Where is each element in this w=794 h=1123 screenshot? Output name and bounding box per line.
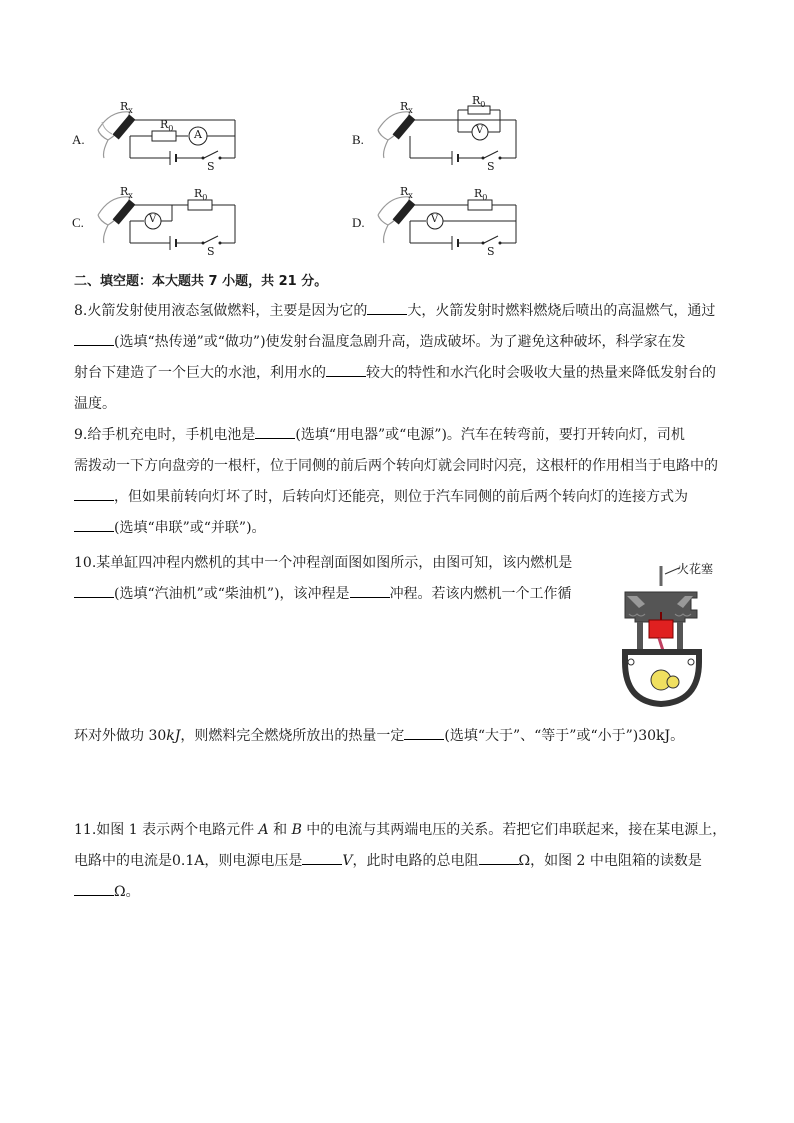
rx-label: $R_x$ (400, 185, 413, 201)
option-d-label: D. (352, 215, 365, 230)
r0-label: $R_0$ (160, 118, 174, 134)
voltmeter-label: V (476, 125, 484, 136)
q9-line-3: ，但如果前转向灯坏了时，后转向灯还能亮，则位于汽车同侧的前后两个转向灯的连接方式为 (74, 486, 688, 506)
q9-line-4: (选填“串联”或“并联”)。 (74, 517, 266, 537)
switch-icon (484, 151, 498, 158)
q10-blank-2[interactable] (350, 583, 390, 598)
option-a[interactable] (70, 100, 250, 173)
rx-label: $R_x$ (120, 185, 133, 201)
q10-line-2: (选填“汽油机”或“柴油机”)，该冲程是 冲程。若该内燃机一个工作循 (74, 583, 572, 603)
voltmeter-label: V (149, 214, 157, 225)
piston-icon (649, 620, 673, 638)
voltmeter-label: V (431, 214, 439, 225)
q9-blank-1[interactable] (255, 424, 295, 439)
option-c-label: C. (72, 215, 84, 230)
ammeter-label: A (194, 128, 202, 141)
q8-blank-2[interactable] (74, 331, 114, 346)
r0-label: $R_0$ (474, 187, 488, 203)
circuit-diagram-c (90, 185, 265, 255)
q11-line-3: Ω。 (74, 881, 140, 901)
q10-blank-1[interactable] (74, 583, 114, 598)
q8-blank-1[interactable] (367, 300, 407, 315)
r0-label: $R_0$ (194, 187, 208, 203)
r0-label: $R_0$ (472, 94, 486, 110)
q10-blank-3[interactable] (404, 725, 444, 740)
switch-icon (484, 236, 498, 243)
section-heading: 二、填空题：本大题共 7 小题，共 21 分。 (74, 274, 328, 289)
q8-line-4: 温度。 (74, 396, 116, 412)
switch-icon (204, 151, 218, 158)
q11-blank-3[interactable] (74, 881, 114, 896)
engine-figure (615, 552, 725, 712)
q9-blank-2[interactable] (74, 486, 114, 501)
sensor-rx (393, 114, 416, 139)
q8-line-1: 8.火箭发射使用液态氢做燃料，主要是因为它的 大，火箭发射时燃料燃烧后喷出的高温燃气，通过 (74, 300, 715, 320)
q11-blank-2[interactable] (479, 850, 519, 865)
q8-line-3: 射台下建造了一个巨大的水池，利用水的 较大的特性和水汽化时会吸收大量的热量来降低发射台的 (74, 362, 716, 382)
switch-label: S (487, 160, 495, 173)
option-c[interactable] (70, 185, 250, 258)
option-d[interactable] (350, 185, 530, 258)
rx-label: $R_x$ (400, 100, 413, 116)
switch-label: S (207, 245, 215, 258)
circuit-diagram-d (370, 185, 545, 255)
option-b-label: B. (352, 132, 364, 147)
q9-line-2: 需拨动一下方向盘旁的一根杆，位于同侧的前后两个转向灯就会同时闪亮，这根杆的作用相当于电路中的 (74, 458, 718, 474)
q10-line-3: 环对外做功 30kJ，则燃料完全燃烧所放出的热量一定 (选填“大于”、“等于”或“小于”)30kJ。 (74, 725, 684, 745)
q9-blank-3[interactable] (74, 517, 114, 532)
q11-line-1: 11.如图 1 表示两个电路元件 A 和 B 中的电流与其两端电压的关系。若把它们串联起来，接在某电源上， (74, 822, 727, 838)
circuit-diagram-b (370, 100, 545, 170)
q8-blank-3[interactable] (326, 362, 366, 377)
q11-line-2: 电路中的电流是0.1A，则电源电压是 V，此时电路的总电阻 Ω，如图 2 中电阻箱的读数是 (74, 850, 702, 870)
q10-line-1: 10.某单缸四冲程内燃机的其中一个冲程剖面图如图所示，由图可知，该内燃机是 (74, 555, 573, 571)
switch-label: S (487, 245, 495, 258)
q11-blank-1[interactable] (302, 850, 342, 865)
option-a-label: A. (72, 132, 85, 147)
circuit-diagram-a (90, 100, 265, 170)
switch-icon (204, 236, 218, 243)
rx-label: $R_x$ (120, 100, 133, 116)
q9-line-1: 9.给手机充电时，手机电池是 (选填“用电器”或“电源”)。汽车在转弯前，要打开转向灯，司机 (74, 424, 685, 444)
spark-plug-label: 火花塞 (677, 562, 714, 576)
switch-label: S (207, 160, 215, 173)
q8-line-2: (选填“热传递”或“做功”)使发射台温度急剧升高，造成破坏。为了避免这种破坏，科学家在发 (74, 331, 686, 351)
option-b[interactable] (350, 94, 530, 173)
